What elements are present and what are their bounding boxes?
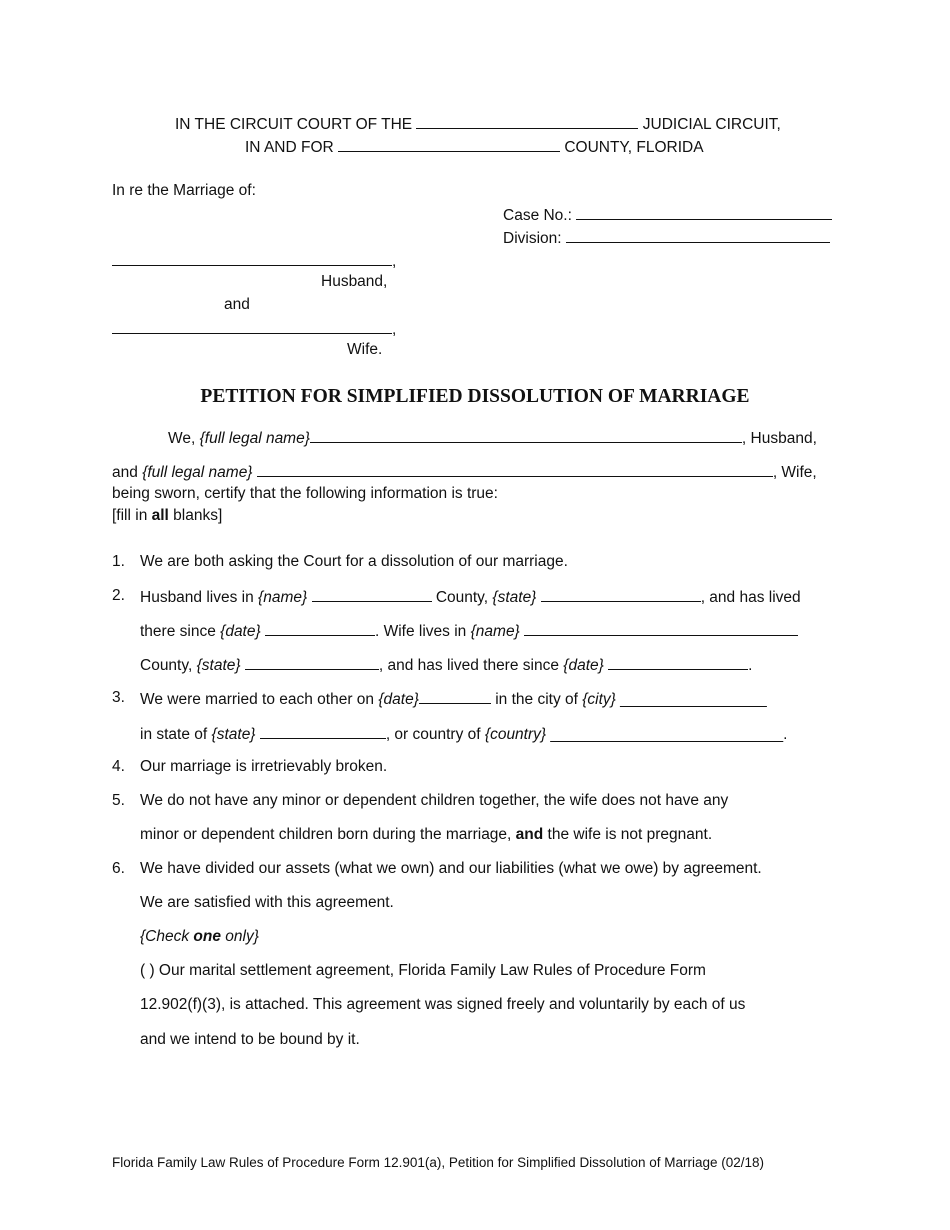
item-number-5: 5. [112, 792, 125, 809]
husband-state-field[interactable] [541, 586, 701, 602]
item-6-line-2: We are satisfied with this agreement. [140, 894, 394, 911]
wife-since-date-field[interactable] [608, 654, 748, 670]
item-number-3: 3. [112, 689, 125, 706]
item-number-1: 1. [112, 553, 125, 570]
form-footer: Florida Family Law Rules of Procedure Form 12.901(a), Petition for Simplified Dissolution of Marriage (02/18) [112, 1155, 765, 1170]
item-5-line-2: minor or dependent children born during the marriage, and the wife is not pregnant. [140, 826, 713, 843]
wife-state-field[interactable] [245, 654, 379, 670]
husband-full-name-field[interactable] [310, 427, 742, 443]
item-3-line-2: in state of {state} , or country of {country} ___________________________. [140, 723, 787, 745]
item-1-text: We are both asking the Court for a dissolution of our marriage. [140, 553, 568, 570]
wife-county-field[interactable] [524, 620, 798, 636]
marriage-state-field[interactable] [260, 723, 386, 739]
case-number-row: Case No.: [503, 204, 832, 226]
wife-label: Wife. [347, 341, 383, 358]
item-2-line-2: there since {date} . Wife lives in {name} [140, 620, 798, 642]
item-number-4: 4. [112, 758, 125, 775]
husband-label: Husband, [321, 273, 388, 290]
item-5-line-1: We do not have any minor or dependent children together, the wife does not have any [140, 792, 729, 809]
settlement-option-checkbox[interactable]: ( ) Our marital settlement agreement, Florida Family Law Rules of Procedure Form [140, 962, 706, 979]
marriage-country-field[interactable]: ___________________________. [550, 726, 788, 743]
item-2-line-1: Husband lives in {name} County, {state} , and has lived [140, 586, 801, 608]
settlement-option-line-2: 12.902(f)(3), is attached. This agreement was signed freely and voluntarily by each of us [140, 996, 746, 1013]
county-field[interactable] [338, 136, 560, 152]
item-4-text: Our marriage is irretrievably broken. [140, 758, 388, 775]
division-field[interactable] [566, 227, 830, 243]
court-header-line-2: IN AND FOR COUNTY, FLORIDA [245, 136, 704, 158]
judicial-circuit-field[interactable] [416, 113, 638, 129]
check-one-instruction: {Check one only} [140, 928, 259, 945]
item-2-line-3: County, {state} , and has lived there since {date} . [140, 654, 752, 676]
husband-name-row: , [112, 250, 396, 272]
husband-since-date-field[interactable] [265, 620, 375, 636]
in-re-label: In re the Marriage of: [112, 182, 256, 199]
marriage-city-field[interactable]: _________________ [620, 691, 767, 708]
item-3-line-1: We were married to each other on {date} in the city of {city} _________________ [140, 688, 767, 710]
marriage-date-field[interactable] [419, 688, 491, 704]
wife-name-field[interactable] [112, 318, 392, 334]
division-row: Division: [503, 227, 830, 249]
item-number-6: 6. [112, 860, 125, 877]
intro-wife-row: and {full legal name} , Wife, [112, 461, 817, 483]
husband-name-field[interactable] [112, 250, 392, 266]
husband-county-field[interactable] [312, 586, 432, 602]
case-number-field[interactable] [576, 204, 832, 220]
fill-instruction: [fill in all blanks] [112, 507, 223, 524]
item-number-2: 2. [112, 587, 125, 604]
intro-husband-row: We, {full legal name} , Husband, [168, 427, 817, 449]
and-label: and [224, 296, 250, 313]
court-header-line-1: IN THE CIRCUIT COURT OF THE JUDICIAL CIRCUIT, [175, 113, 781, 135]
wife-name-row: , [112, 318, 396, 340]
settlement-option-line-3: and we intend to be bound by it. [140, 1031, 360, 1048]
sworn-statement: being sworn, certify that the following information is true: [112, 485, 498, 502]
item-6-line-1: We have divided our assets (what we own) and our liabilities (what we owe) by agreement. [140, 860, 762, 877]
wife-full-name-field[interactable] [257, 461, 773, 477]
document-title: PETITION FOR SIMPLIFIED DISSOLUTION OF MARRIAGE [200, 386, 750, 407]
